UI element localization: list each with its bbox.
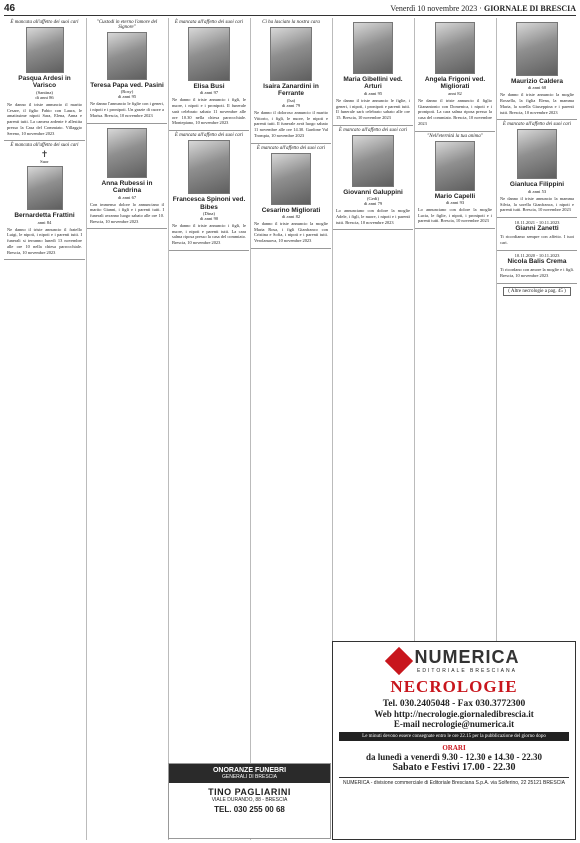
- column-1: [4, 18, 85, 840]
- obituary-page: [4, 18, 576, 840]
- notice-angela: [415, 18, 495, 132]
- notice-teresa: [87, 18, 167, 124]
- portrait-photo: [188, 140, 230, 194]
- anniversary-dates: 10.11.2021 - 10.11.2023: [514, 219, 560, 225]
- ad-brand: TINO PAGLIARINI: [208, 787, 291, 797]
- notice-cesarino: [251, 144, 331, 249]
- ad-phone: TEL. 030 255 00 68: [214, 805, 285, 814]
- continued-note: ( Altre necrologie a pag. 45 ): [503, 287, 571, 296]
- deceased-name: Mario Capelli: [434, 192, 476, 200]
- notice-text: Ne danno il triste annuncio la moglie Maria Rosa, i figli Gianfranco con Cristina e Sofia, i nipoti e i parenti tutti. Verolanuova, 10 novembre 2023: [254, 221, 328, 244]
- deceased-name: Cesarino Migliorati: [261, 206, 321, 214]
- deceased-age: di anni 95: [117, 94, 137, 100]
- notice-text: Lo annunciano con dolore la moglie Lucia, le figlie, i nipoti, i pronipoti e i parenti tutti. Brescia, 10 novembre 2023: [418, 207, 492, 224]
- portrait-photo: [107, 32, 147, 80]
- deceased-age: di anni 82: [281, 214, 301, 219]
- numerica-brand: NUMERICA: [414, 647, 520, 667]
- column-2: [86, 18, 167, 840]
- column-3: [168, 18, 249, 840]
- title-suor: Suor: [40, 159, 49, 165]
- deceased-age: di anni 90: [199, 216, 219, 221]
- numerica-ad: [332, 641, 576, 840]
- deceased-name: Elisa Busi: [193, 83, 225, 90]
- notice-gianluca: [497, 120, 577, 218]
- numerica-footer: NUMERICA - divisione commerciale di Editoriale Bresciana S.p.A. via Solferino, 22 25121 BRESCIA: [339, 777, 569, 786]
- deceased-name: Francesca Spinoni ved. Bibes: [172, 196, 246, 211]
- deceased-age: di anni 79: [363, 201, 383, 207]
- page-header: [4, 2, 576, 16]
- numerica-title: NECROLOGIE: [390, 677, 518, 696]
- notice-gibellini: [333, 18, 413, 126]
- deceased-name: Isaira Zanardini in Ferrante: [263, 83, 319, 98]
- numerica-brand-sub: EDITORIALE BRESCIANA: [417, 668, 517, 674]
- numerica-orari-label: ORARI: [442, 744, 466, 752]
- notice-head: Ci ha lasciato la nostra cara: [262, 20, 320, 25]
- numerica-tel: Tel. 030.2405048 - Fax 030.3772300: [382, 699, 526, 709]
- deceased-nickname: (Dina): [203, 211, 215, 216]
- header-masthead: Venerdì 10 novembre 2023 · GIORNALE DI BRESCIA: [390, 4, 576, 13]
- notice-pasqua: [4, 18, 85, 141]
- notice-head: È mancato all'affetto dei suoi cari: [338, 127, 408, 133]
- column-4: [250, 18, 331, 840]
- deceased-nickname: (Rosy): [120, 89, 134, 95]
- notice-zanetti: [497, 218, 577, 251]
- deceased-age: di anni 53: [527, 188, 547, 194]
- notice-text: Ne danno il triste annuncio il figlio Gianantonio con Domenica, i nipoti e i pronipoti. La cara salma riposa presso la casa del commiato. Brescia, 10 novembre 2023: [418, 97, 492, 126]
- portrait-photo: [435, 22, 475, 74]
- portrait-photo: [27, 166, 63, 210]
- deceased-nickname: (Gedi): [367, 196, 379, 202]
- portrait-photo: [435, 141, 475, 191]
- numerica-web[interactable]: Web http://necrologie.giornaledibrescia.it: [374, 709, 534, 719]
- portrait-photo: [271, 153, 311, 205]
- notice-head: È mancata all'affetto dei suoi cari: [174, 133, 244, 139]
- notice-francesca: [169, 131, 249, 251]
- numerica-note: Le minuti devono essere consegnate entro le ore 22.15 per la pubblicazione del giorno dopo: [339, 732, 569, 741]
- portrait-photo: [517, 129, 557, 179]
- notice-belsa: [497, 251, 577, 284]
- numerica-logo-icon: [384, 646, 412, 674]
- notice-head: È mancata all'affetto dei suoi cari: [174, 20, 244, 25]
- notice-quote: "Nell'eternità la tua anima": [427, 133, 483, 139]
- notice-frattini: [4, 141, 85, 260]
- portrait-photo: [107, 128, 147, 178]
- deceased-age: di anni 68: [527, 85, 547, 91]
- deceased-name: Anna Rubessi in Candrina: [101, 179, 153, 195]
- portrait-photo: [188, 27, 230, 81]
- page-number: 46: [4, 3, 16, 14]
- deceased-nickname: (Santina): [36, 89, 53, 95]
- notice-text: Ti ricordano con amore la moglie e i figli. Brescia, 10 novembre 2023: [500, 267, 574, 279]
- notice-anna: [87, 124, 167, 230]
- deceased-name: Bernardetta Frattini: [14, 212, 75, 220]
- portrait-photo: [26, 27, 64, 73]
- onoranze-ad: [168, 763, 331, 839]
- deceased-age: di anni 95: [363, 90, 383, 96]
- notice-elisa: [169, 18, 249, 131]
- notice-head: È mancata all'affetto dei suoi cari: [10, 143, 79, 149]
- deceased-name: Gianluca Filippini: [509, 181, 565, 189]
- deceased-age: di anni 67: [117, 194, 137, 200]
- deceased-name: Maria Gibellini ved. Arturi: [343, 76, 403, 91]
- notice-capelli: [415, 132, 495, 230]
- deceased-age: di anni 93: [445, 200, 465, 205]
- notice-text: Ne danno il triste annuncio la moglie Rossella, la figlia Elena, la mamma Maria, la sorella Giuseppina e i parenti tutti. Brescia, 10 novembre 2023: [500, 92, 574, 115]
- deceased-name: Teresa Papa ved. Pasini: [90, 82, 164, 89]
- deceased-name: Giovanni Galuppini: [343, 188, 403, 196]
- portrait-photo: [352, 135, 394, 187]
- deceased-nickname: (Isa): [286, 97, 296, 103]
- notice-text: Ne danno il doloroso annuncio il marito Vittorio, i figli, le nuore, le nipoti e parenti tutti. Il funerale avrà luogo sabato 11 novembre alle ore 14.30. Gardone Val Trompia, 10 novembre 2023: [254, 109, 328, 138]
- notice-text: Ne danno il triste annuncio i figli, le nuore, i nipoti e i pronipoti. Il funerale sarà celebrato sabato 11 novembre alle ore 10.30 nella chiesa parrocchiale. Montepiano, 10 novembre 2023: [172, 97, 246, 126]
- notice-quote: "Custodi in eterno l'amore del Signore": [96, 20, 158, 30]
- portrait-photo: [516, 22, 558, 76]
- notice-text: Ti ricordiamo sempre con affetto. I tuoi cari.: [500, 234, 574, 246]
- notice-text: Lo annunciano con dolore la moglie Adele, i figli, le nuore, i nipoti e i parenti tutti. Brescia, 10 novembre 2023: [336, 208, 410, 225]
- notice-isaira: [251, 18, 331, 144]
- portrait-photo: [353, 22, 393, 74]
- notice-head: È mancata all'affetto dei suoi cari: [10, 20, 79, 25]
- deceased-age: di anni 97: [199, 90, 219, 96]
- notice-text: Ne danno il triste annuncio la mamma Silvia, la sorella Gianfranca, i nipoti e parenti tutti. Brescia, 10 novembre 2023: [500, 195, 574, 213]
- numerica-orari-weekdays: da lunedì a venerdì 9.30 - 12.30 e 14.30 - 22.30: [365, 752, 542, 762]
- cross-icon: ✝: [40, 149, 49, 160]
- notice-text: Ne danno il triste annuncio le figlie, i generi, i nipoti, i pronipoti e parenti tutti. Il funerale sarà celebrato sabato alle ore 15. Brescia, 10 novembre 2023: [336, 97, 410, 121]
- deceased-name: Angela Frigoni ved. Migliorati: [424, 76, 486, 91]
- notice-giovanni: [333, 126, 413, 231]
- deceased-name: Pasqua Ardesi in Varisco: [18, 75, 71, 90]
- deceased-name: Maurizio Caldera: [510, 78, 563, 85]
- deceased-name: Nicola Balis Crema: [507, 257, 567, 265]
- notice-text: Ne danno il triste annuncio i figli, le nuore, i nipoti e parenti tutti. La cara salma riposa presso la casa del commiato. Brescia, 10 novembre 2023: [172, 223, 246, 246]
- deceased-age: anni 84: [37, 219, 52, 225]
- ad-subtitle: GENERALI DI BRESCIA: [221, 774, 277, 780]
- notice-caldera: [497, 18, 577, 120]
- anniversary-dates: 10.11.2020 - 10.11.2023: [514, 252, 560, 258]
- notice-text: Ne danno il triste annuncio il fratello Luigi, le nipoti, i nipoti e i parenti tutti. I funerali si terranno lunedì 13 novembre alle ore 10 nella chiesa parrocchiale. Brescia, 10 novembre 2023: [7, 226, 82, 255]
- deceased-name: Gianni Zanetti: [515, 224, 559, 232]
- numerica-orari-weekend: Sabato e Festivi 17.00 - 22.30: [392, 762, 516, 773]
- deceased-age: anni 82: [448, 90, 462, 96]
- notice-head: È mancato all'affetto dei suoi cari: [256, 145, 326, 151]
- deceased-age: di anni 79: [281, 102, 301, 108]
- ad-address: VIALE DURANDO, 88 - BRESCIA: [211, 797, 288, 803]
- ad-title: ONORANZE FUNEBRI: [212, 767, 287, 774]
- notice-text: Ne danno il triste annuncio il marito Cesare, il figlio Fabio con Laura, le amatissime nipoti Sara, Elena, Anna e parenti tutti. La camera ardente è allestita presso la Casa del Commiato. Villaggio Sereno, 10 novembre 2023: [7, 101, 82, 136]
- numerica-email[interactable]: E-mail necrologie@numerica.it: [393, 719, 515, 729]
- notice-text: Con immenso dolore lo annunciano il marito Gianni, i figli e i parenti tutti. I funerali avranno luogo sabato alle ore 10. Brescia, 10 novembre 2023: [90, 201, 164, 224]
- portrait-photo: [270, 27, 312, 81]
- notice-head: È mancato all'affetto dei suoi cari: [502, 122, 572, 128]
- notice-text: Ne danno l'annuncio le figlie con i generi, i nipoti e i pronipoti. Un grazie di cuore a Marisa. Brescia, 10 novembre 2023: [90, 101, 164, 118]
- deceased-age: di anni 86: [35, 94, 54, 100]
